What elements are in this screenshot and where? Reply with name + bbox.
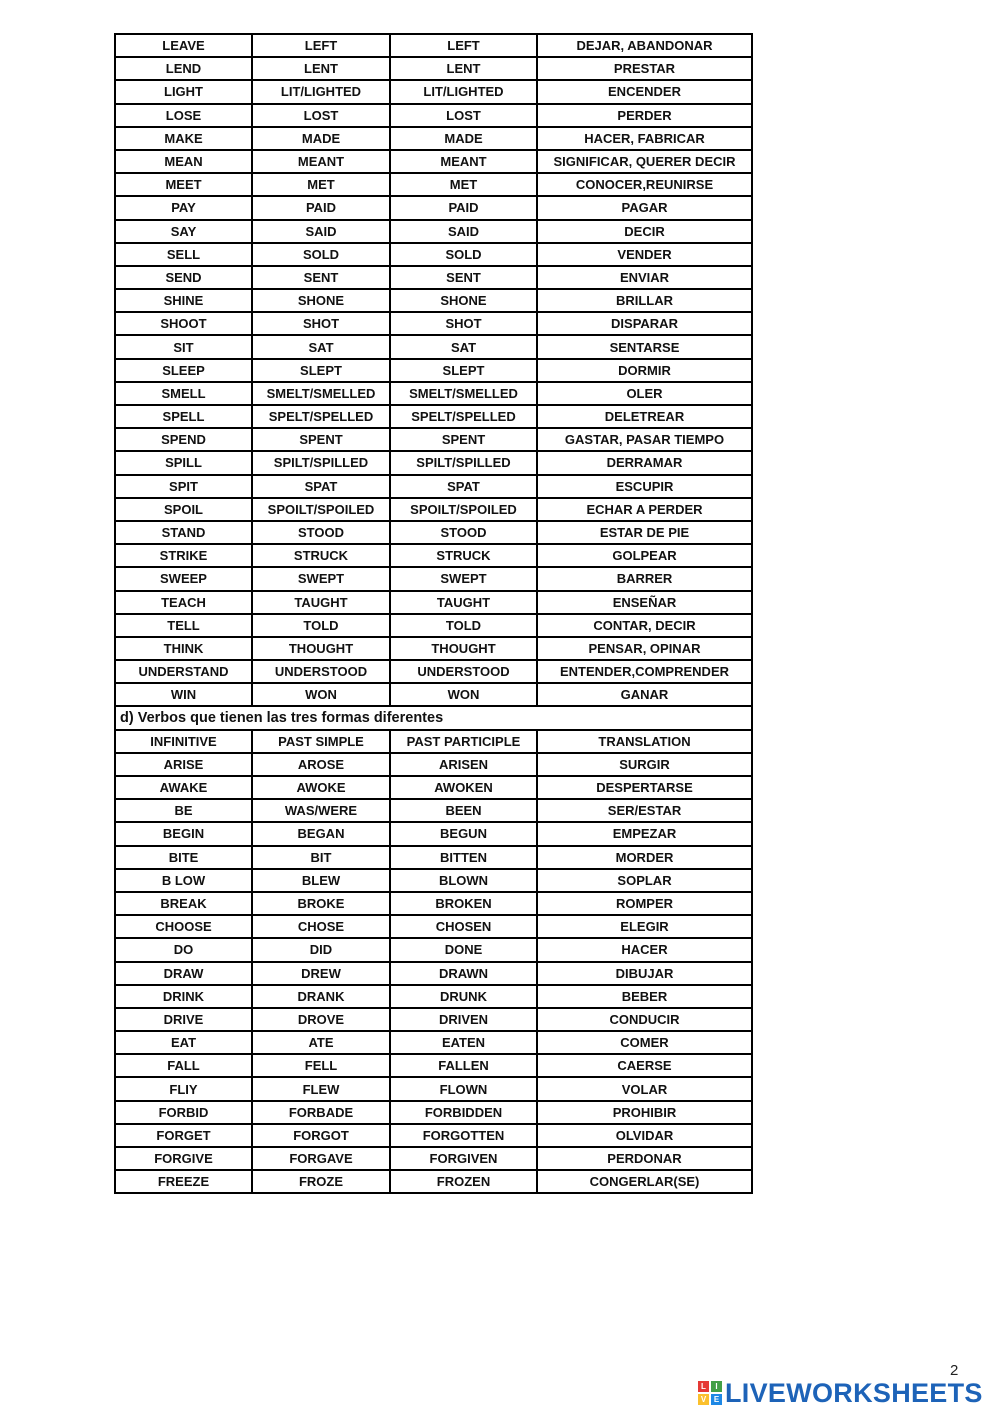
table-cell: CONGERLAR(SE) (537, 1170, 752, 1193)
table-cell: SPENT (390, 428, 537, 451)
table-cell: DEJAR, ABANDONAR (537, 34, 752, 57)
table-row (115, 173, 752, 196)
table-cell: ESTAR DE PIE (537, 521, 752, 544)
table-cell: BIT (252, 846, 390, 869)
table-cell: VENDER (537, 243, 752, 266)
table-cell: ARISE (115, 753, 252, 776)
table-cell: FREEZE (115, 1170, 252, 1193)
table-cell: PRESTAR (537, 57, 752, 80)
table-cell: UNDERSTAND (115, 660, 252, 683)
table-cell: BE (115, 799, 252, 822)
table-row (115, 1101, 752, 1124)
table-cell: SAID (390, 220, 537, 243)
column-header: TRANSLATION (537, 730, 752, 753)
table-cell: AROSE (252, 753, 390, 776)
table-cell: FORGET (115, 1124, 252, 1147)
table-cell: SPIT (115, 475, 252, 498)
table-cell: SMELT/SMELLED (252, 382, 390, 405)
table-cell: SPOIL (115, 498, 252, 521)
table-cell: DO (115, 938, 252, 961)
table-cell: MEET (115, 173, 252, 196)
table-cell: FORBIDDEN (390, 1101, 537, 1124)
table-cell: SER/ESTAR (537, 799, 752, 822)
table-row (115, 962, 752, 985)
table-row (115, 243, 752, 266)
verb-table (114, 33, 753, 1194)
table-cell: ELEGIR (537, 915, 752, 938)
table-cell: CHOSE (252, 915, 390, 938)
table-cell: ENTENDER,COMPRENDER (537, 660, 752, 683)
table-cell: BEGAN (252, 822, 390, 845)
table-row (115, 104, 752, 127)
table-cell: HACER (537, 938, 752, 961)
table-cell: SAY (115, 220, 252, 243)
table-cell: FORGIVEN (390, 1147, 537, 1170)
table-cell: BROKEN (390, 892, 537, 915)
table-row (115, 220, 752, 243)
table-cell: SOPLAR (537, 869, 752, 892)
table-cell: DIBUJAR (537, 962, 752, 985)
table-cell: COMER (537, 1031, 752, 1054)
logo-squares-icon (698, 1381, 722, 1405)
table-cell: BROKE (252, 892, 390, 915)
table-row (115, 498, 752, 521)
table-row (115, 753, 752, 776)
table-row (115, 1054, 752, 1077)
table-cell: LIT/LIGHTED (252, 80, 390, 103)
table-cell: LEFT (252, 34, 390, 57)
logo-square: I (711, 1381, 722, 1392)
logo-square: V (698, 1394, 709, 1405)
table-row (115, 80, 752, 103)
table-cell: CONDUCIR (537, 1008, 752, 1031)
table-cell: DONE (390, 938, 537, 961)
table-cell: GOLPEAR (537, 544, 752, 567)
table-cell: SHONE (390, 289, 537, 312)
table-cell: SPELT/SPELLED (252, 405, 390, 428)
table-cell: PENSAR, OPINAR (537, 637, 752, 660)
table-cell: PAID (252, 196, 390, 219)
table-cell: BLOWN (390, 869, 537, 892)
table-cell: EATEN (390, 1031, 537, 1054)
table-row (115, 1008, 752, 1031)
table-cell: SHOT (252, 312, 390, 335)
logo-square: L (698, 1381, 709, 1392)
table-row (115, 521, 752, 544)
table-cell: BARRER (537, 567, 752, 590)
liveworksheets-logo (698, 1378, 983, 1408)
table-cell: LEFT (390, 34, 537, 57)
table-cell: SIT (115, 335, 252, 358)
table-cell: TAUGHT (252, 591, 390, 614)
table-cell: MORDER (537, 846, 752, 869)
table-cell: LEND (115, 57, 252, 80)
table-cell: SURGIR (537, 753, 752, 776)
table-row (115, 266, 752, 289)
table-cell: SMELT/SMELLED (390, 382, 537, 405)
table-cell: DROVE (252, 1008, 390, 1031)
table-cell: OLER (537, 382, 752, 405)
table-cell: DISPARAR (537, 312, 752, 335)
table-row (115, 915, 752, 938)
table-cell: CHOOSE (115, 915, 252, 938)
table-cell: UNDERSTOOD (252, 660, 390, 683)
table-cell: B LOW (115, 869, 252, 892)
table-cell: DRIVEN (390, 1008, 537, 1031)
table-row (115, 57, 752, 80)
table-cell: STOOD (390, 521, 537, 544)
table-cell: WIN (115, 683, 252, 706)
table-cell: AWOKEN (390, 776, 537, 799)
table-cell: DERRAMAR (537, 451, 752, 474)
table-row (115, 591, 752, 614)
table-cell: BEBER (537, 985, 752, 1008)
table-cell: LOSE (115, 104, 252, 127)
table-cell: SPAT (252, 475, 390, 498)
table-cell: PERDONAR (537, 1147, 752, 1170)
table-cell: CONTAR, DECIR (537, 614, 752, 637)
table-cell: FALL (115, 1054, 252, 1077)
table-row (115, 776, 752, 799)
page-number: 2 (950, 1362, 959, 1379)
table-cell: SHINE (115, 289, 252, 312)
table-row (115, 405, 752, 428)
logo-square: E (711, 1394, 722, 1405)
table-cell: DREW (252, 962, 390, 985)
table-cell: FLEW (252, 1077, 390, 1100)
table-cell: FLOWN (390, 1077, 537, 1100)
table-cell: SLEPT (252, 359, 390, 382)
table-cell: SHOOT (115, 312, 252, 335)
table-row (115, 637, 752, 660)
table-cell: SOLD (252, 243, 390, 266)
table-cell: SOLD (390, 243, 537, 266)
table-cell: LIGHT (115, 80, 252, 103)
table-cell: BEGIN (115, 822, 252, 845)
table-row (115, 451, 752, 474)
table-cell: SAID (252, 220, 390, 243)
table-cell: SPELT/SPELLED (390, 405, 537, 428)
table-row (115, 892, 752, 915)
table-cell: SWEPT (390, 567, 537, 590)
table-cell: LENT (390, 57, 537, 80)
table-row (115, 567, 752, 590)
table-cell: ENSEÑAR (537, 591, 752, 614)
header-row (115, 730, 752, 753)
table-cell: STRUCK (252, 544, 390, 567)
table-row (115, 1170, 752, 1193)
table-cell: STRIKE (115, 544, 252, 567)
table-cell: AWAKE (115, 776, 252, 799)
table-row (115, 359, 752, 382)
table-cell: FELL (252, 1054, 390, 1077)
table-row (115, 1031, 752, 1054)
table-row (115, 1147, 752, 1170)
table-cell: LIT/LIGHTED (390, 80, 537, 103)
table-cell: DRANK (252, 985, 390, 1008)
table-row (115, 614, 752, 637)
table-row (115, 475, 752, 498)
column-header: PAST PARTICIPLE (390, 730, 537, 753)
table-cell: MEAN (115, 150, 252, 173)
table-cell: DRINK (115, 985, 252, 1008)
table-cell: SPAT (390, 475, 537, 498)
table-row (115, 1077, 752, 1100)
table-cell: AWOKE (252, 776, 390, 799)
table-cell: FORBADE (252, 1101, 390, 1124)
table-cell: TAUGHT (390, 591, 537, 614)
table-cell: EMPEZAR (537, 822, 752, 845)
table-cell: FORBID (115, 1101, 252, 1124)
column-header: INFINITIVE (115, 730, 252, 753)
section-row (115, 706, 752, 729)
table-cell: SPILL (115, 451, 252, 474)
table-cell: CAERSE (537, 1054, 752, 1077)
table-cell: THINK (115, 637, 252, 660)
table-cell: TELL (115, 614, 252, 637)
table-cell: BRILLAR (537, 289, 752, 312)
table-row (115, 985, 752, 1008)
table-cell: MADE (252, 127, 390, 150)
table-row (115, 127, 752, 150)
table-cell: OLVIDAR (537, 1124, 752, 1147)
table-cell: WON (252, 683, 390, 706)
table-cell: SIGNIFICAR, QUERER DECIR (537, 150, 752, 173)
table-cell: ROMPER (537, 892, 752, 915)
table-cell: MEANT (252, 150, 390, 173)
table-cell: SEND (115, 266, 252, 289)
table-cell: SLEEP (115, 359, 252, 382)
table-cell: THOUGHT (252, 637, 390, 660)
table-cell: SWEPT (252, 567, 390, 590)
table-row (115, 34, 752, 57)
table-row (115, 938, 752, 961)
table-row (115, 312, 752, 335)
table-cell: SLEPT (390, 359, 537, 382)
table-cell: BEEN (390, 799, 537, 822)
table-cell: DRAWN (390, 962, 537, 985)
table-cell: TOLD (390, 614, 537, 637)
section-title: d) Verbos que tienen las tres formas diferentes (115, 706, 752, 729)
table-cell: LOST (390, 104, 537, 127)
table-cell: SENTARSE (537, 335, 752, 358)
table-row (115, 846, 752, 869)
table-cell: CHOSEN (390, 915, 537, 938)
table-cell: GANAR (537, 683, 752, 706)
table-cell: FROZE (252, 1170, 390, 1193)
table-cell: ESCUPIR (537, 475, 752, 498)
table-cell: SPILT/SPILLED (390, 451, 537, 474)
table-cell: TOLD (252, 614, 390, 637)
table-cell: DORMIR (537, 359, 752, 382)
table-cell: SPOILT/SPOILED (390, 498, 537, 521)
table-row (115, 196, 752, 219)
table-cell: FROZEN (390, 1170, 537, 1193)
table-cell: SELL (115, 243, 252, 266)
table-cell: SENT (252, 266, 390, 289)
table-cell: DID (252, 938, 390, 961)
table-cell: DRIVE (115, 1008, 252, 1031)
table-cell: FORGOT (252, 1124, 390, 1147)
table-row (115, 1124, 752, 1147)
table-cell: WON (390, 683, 537, 706)
table-cell: DELETREAR (537, 405, 752, 428)
table-cell: VOLAR (537, 1077, 752, 1100)
table-row (115, 428, 752, 451)
brand-name: LIVEWORKSHEETS (725, 1377, 983, 1408)
table-cell: ATE (252, 1031, 390, 1054)
table-cell: SMELL (115, 382, 252, 405)
table-row (115, 335, 752, 358)
table-cell: GASTAR, PASAR TIEMPO (537, 428, 752, 451)
table-cell: DRAW (115, 962, 252, 985)
table-cell: BREAK (115, 892, 252, 915)
table-cell: ENCENDER (537, 80, 752, 103)
table-row (115, 799, 752, 822)
table-cell: SAT (252, 335, 390, 358)
table-cell: BLEW (252, 869, 390, 892)
table-cell: SHONE (252, 289, 390, 312)
table-cell: ENVIAR (537, 266, 752, 289)
table-cell: STAND (115, 521, 252, 544)
table-cell: PAID (390, 196, 537, 219)
table-cell: MET (252, 173, 390, 196)
table-cell: SENT (390, 266, 537, 289)
table-row (115, 289, 752, 312)
table-cell: SPENT (252, 428, 390, 451)
table-row (115, 150, 752, 173)
table-cell: MAKE (115, 127, 252, 150)
table-cell: PAY (115, 196, 252, 219)
table-cell: DESPERTARSE (537, 776, 752, 799)
table-cell: LOST (252, 104, 390, 127)
table-cell: PERDER (537, 104, 752, 127)
table-cell: FLIY (115, 1077, 252, 1100)
table-cell: BITTEN (390, 846, 537, 869)
table-row (115, 544, 752, 567)
table-cell: ARISEN (390, 753, 537, 776)
table-cell: WAS/WERE (252, 799, 390, 822)
table-cell: FORGIVE (115, 1147, 252, 1170)
table-cell: THOUGHT (390, 637, 537, 660)
table-cell: MADE (390, 127, 537, 150)
table-row (115, 822, 752, 845)
table-cell: HACER, FABRICAR (537, 127, 752, 150)
table-cell: LENT (252, 57, 390, 80)
table-cell: STOOD (252, 521, 390, 544)
table-cell: DECIR (537, 220, 752, 243)
table-cell: FORGOTTEN (390, 1124, 537, 1147)
table-cell: LEAVE (115, 34, 252, 57)
column-header: PAST SIMPLE (252, 730, 390, 753)
table-cell: MEANT (390, 150, 537, 173)
table-cell: SPEND (115, 428, 252, 451)
table-cell: SPELL (115, 405, 252, 428)
table-cell: ECHAR A PERDER (537, 498, 752, 521)
table-row (115, 382, 752, 405)
table-cell: SPILT/SPILLED (252, 451, 390, 474)
table-cell: BEGUN (390, 822, 537, 845)
table-cell: PAGAR (537, 196, 752, 219)
table-cell: TEACH (115, 591, 252, 614)
table-row (115, 683, 752, 706)
table-cell: SAT (390, 335, 537, 358)
table-cell: SWEEP (115, 567, 252, 590)
table-cell: SPOILT/SPOILED (252, 498, 390, 521)
table-cell: MET (390, 173, 537, 196)
table-cell: FORGAVE (252, 1147, 390, 1170)
table-cell: CONOCER,REUNIRSE (537, 173, 752, 196)
table-cell: STRUCK (390, 544, 537, 567)
table-cell: BITE (115, 846, 252, 869)
table-cell: PROHIBIR (537, 1101, 752, 1124)
table-cell: EAT (115, 1031, 252, 1054)
table-cell: SHOT (390, 312, 537, 335)
table-row (115, 869, 752, 892)
table-cell: FALLEN (390, 1054, 537, 1077)
table-cell: DRUNK (390, 985, 537, 1008)
table-row (115, 660, 752, 683)
table-cell: UNDERSTOOD (390, 660, 537, 683)
